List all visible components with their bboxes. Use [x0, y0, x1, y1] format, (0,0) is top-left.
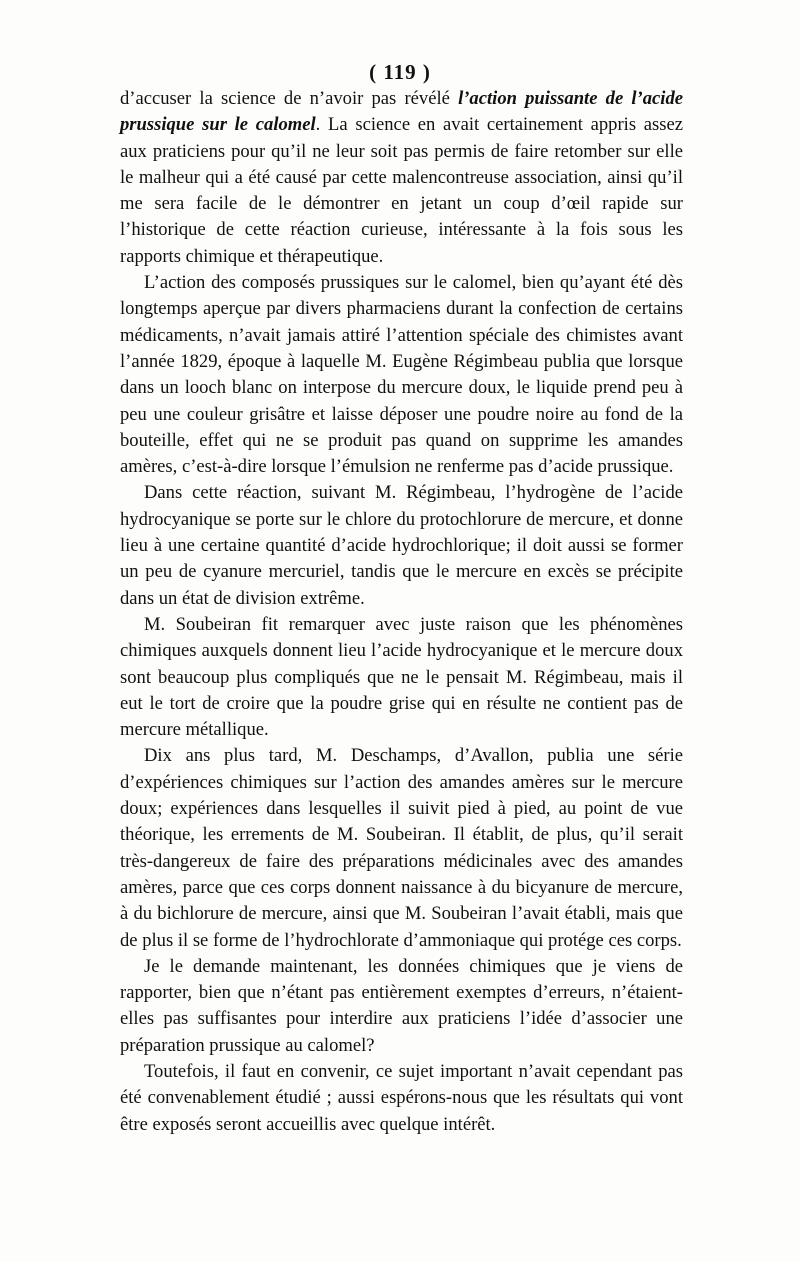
page-number: ( 119 ): [369, 60, 431, 84]
paragraph-5: Dix ans plus tard, M. Deschamps, d’Avallon, publia une série d’expériences chimiques sur l’action des amandes amères sur le mercure doux; expériences dans lesquelles il suivit pied à pied, au point de vue théorique, les errements de M. Soubeiran. Il établit, de plus, qu’il serait très-dangereux de faire des préparations médicinales avec des amandes amères, parce que ces corps donnent naissance à du bicyanure de mercure, à du bichlorure de mercure, ainsi que M. Soubeiran l’avait établi, mais que de plus il se forme de l’hydrochlorate d’ammoniaque qui protége ces corps.: [120, 745, 683, 951]
body-text: [120, 86, 683, 1138]
paragraph-3: Dans cette réaction, suivant M. Régimbeau, l’hydrogène de l’acide hydrocyanique se porte sur le chlore du protochlorure de mercure, et donne lieu à une certaine quantité d’acide hydrochlorique; il doit aussi se former un peu de cyanure mercuriel, tandis que le mercure en excès se précipite dans un état de division extrême.: [120, 482, 683, 609]
paragraph-2: L’action des composés prussiques sur le calomel, bien qu’ayant été dès longtemps aperçue par divers pharmaciens durant la confection de certains médicaments, n’avait jamais attiré l’attention spéciale des chimistes avant l’année 1829, époque à laquelle M. Eugène Régimbeau publia que lorsque dans un looch blanc on interpose du mercure doux, le liquide prend peu à peu une couleur grisâtre et laisse déposer une poudre noire au fond de la bouteille, effet qui ne se produit pas quand on supprime les amandes amères, c’est-à-dire lorsque l’émulsion ne renferme pas d’acide prussique.: [120, 272, 683, 478]
paragraph-1-lead: d’accuser la science de n’avoir pas révélé: [120, 88, 459, 109]
paragraph-4: M. Soubeiran fit remarquer avec juste raison que les phénomènes chimiques auxquels donnent lieu l’acide hydrocyanique et le mercure doux sont beaucoup plus compliqués que ne le pensait M. Régimbeau, mais il eut le tort de croire que la poudre grise qui en résulte ne contient pas de mercure métallique.: [120, 613, 683, 741]
paragraph-6: Je le demande maintenant, les données chimiques que je viens de rapporter, bien que n’étant pas entièrement exemptes d’erreurs, n’étaient-elles pas suffisantes pour interdire aux praticiens l’idée d’associer une préparation prussique au calomel?: [120, 955, 683, 1056]
italic-emphasis: l’action puissante de l’acide prussique sur le calomel: [120, 88, 684, 136]
paragraph-1-rest: . La science en avait certainement appris assez aux praticiens pour qu’il ne leur soit pas permis de faire retomber sur elle le malheur qui a été causé par cette malencontreuse association, ainsi qu’il me sera facile de le démontrer en jetant un coup d’œil rapide sur l’historique de cette réaction curieuse, intéressante à la fois sous les rapports chimique et thérapeutique.: [120, 114, 683, 267]
paragraph-1: [120, 86, 683, 270]
paragraph-7: Toutefois, il faut en convenir, ce sujet important n’avait cependant pas été convenablement étudié ; aussi espérons-nous que les résultats qui vont être exposés seront accueillis avec quelque intérêt.: [120, 1060, 683, 1135]
